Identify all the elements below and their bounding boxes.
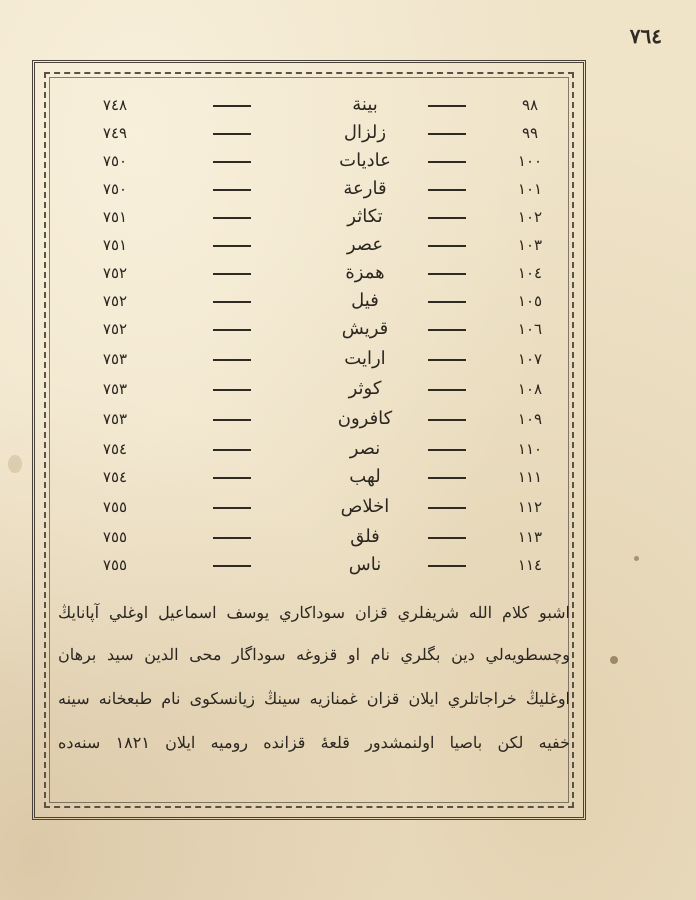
- surah-name: عاديات: [339, 150, 391, 171]
- page-ref: ٧٤٩: [102, 124, 128, 142]
- leader-dash: [213, 301, 251, 303]
- page-ref: ٧٥١: [102, 236, 128, 254]
- leader-dash: [428, 565, 466, 567]
- leader-dash: [213, 565, 251, 567]
- leader-dash: [213, 245, 251, 247]
- surah-number: ١٠٤: [517, 264, 543, 282]
- surah-number: ١٠١: [517, 180, 543, 198]
- page-ref: ٧٥٥: [102, 528, 128, 546]
- surah-name: كافرون: [337, 408, 393, 429]
- surah-number: ١٠٢: [517, 208, 543, 226]
- page-ref: ٧٥٤: [102, 468, 128, 486]
- page-ref: ٧٥٥: [102, 556, 128, 574]
- surah-name: همزة: [345, 262, 385, 283]
- toc-row: [60, 462, 570, 492]
- surah-name: قريش: [341, 318, 389, 339]
- page-ref: ٧٥٢: [102, 292, 128, 310]
- page-ref: ٧٥٣: [102, 410, 128, 428]
- leader-dash: [213, 537, 251, 539]
- surah-number: ١٠٦: [517, 320, 543, 338]
- paper-stain: [610, 656, 618, 664]
- surah-name: عصر: [346, 234, 384, 255]
- leader-dash: [213, 389, 251, 391]
- surah-number: ١٠٣: [517, 236, 543, 254]
- surah-number: ١٠٩: [517, 410, 543, 428]
- toc-row: [60, 202, 570, 232]
- surah-name: تكاثر: [347, 206, 383, 227]
- page-ref: ٧٤٨: [102, 96, 128, 114]
- toc-row: [60, 492, 570, 522]
- toc-row: [60, 550, 570, 580]
- leader-dash: [428, 537, 466, 539]
- leader-dash: [428, 217, 466, 219]
- leader-dash: [428, 389, 466, 391]
- toc-row: [60, 90, 570, 120]
- colophon-line: اشبو كلام الله شريفلري قزان سوداكاري يوسف اسماعيل اوغلي آپانايڭ: [58, 603, 570, 622]
- surah-name: ارايت: [344, 348, 386, 369]
- leader-dash: [428, 477, 466, 479]
- toc-row: [60, 374, 570, 404]
- surah-number: ١٠٨: [517, 380, 543, 398]
- surah-number: ٩٨: [521, 96, 539, 114]
- toc-row: [60, 314, 570, 344]
- surah-name: ناس: [348, 554, 382, 575]
- surah-number: ١١٣: [517, 528, 543, 546]
- colophon-line: اوغليڭ خراجاتلري ايلان قزان غمنازيه سينڭ زيانسكوى نام طبعخانه سينه: [58, 689, 570, 708]
- leader-dash: [428, 301, 466, 303]
- page-ref: ٧٥٥: [102, 498, 128, 516]
- surah-number: ١١٤: [517, 556, 543, 574]
- leader-dash: [213, 329, 251, 331]
- surah-number: ١٠٥: [517, 292, 543, 310]
- toc-row: [60, 230, 570, 260]
- leader-dash: [213, 105, 251, 107]
- leader-dash: [428, 133, 466, 135]
- leader-dash: [428, 507, 466, 509]
- leader-dash: [213, 189, 251, 191]
- surah-number: ١٠٠: [517, 152, 543, 170]
- page-ref: ٧٥١: [102, 208, 128, 226]
- leader-dash: [428, 419, 466, 421]
- surah-name: بينة: [352, 94, 378, 115]
- page-ref: ٧٥٣: [102, 350, 128, 368]
- leader-dash: [428, 189, 466, 191]
- page-ref: ٧٥٠: [102, 152, 128, 170]
- leader-dash: [213, 507, 251, 509]
- leader-dash: [428, 105, 466, 107]
- toc-row: [60, 286, 570, 316]
- leader-dash: [428, 359, 466, 361]
- page-ref: ٧٥٢: [102, 320, 128, 338]
- paper-stain: [8, 455, 22, 473]
- toc-row: [60, 404, 570, 434]
- toc-row: [60, 118, 570, 148]
- surah-number: ١٠٧: [517, 350, 543, 368]
- toc-row: [60, 258, 570, 288]
- leader-dash: [428, 245, 466, 247]
- leader-dash: [428, 449, 466, 451]
- leader-dash: [428, 329, 466, 331]
- surah-number: ١١٠: [517, 440, 543, 458]
- leader-dash: [213, 273, 251, 275]
- leader-dash: [213, 449, 251, 451]
- toc-row: [60, 522, 570, 552]
- paper-stain: [634, 556, 639, 561]
- leader-dash: [428, 273, 466, 275]
- toc-row: [60, 434, 570, 464]
- colophon-line: وچسطويه‌لي دين بگلري نام او قزوغه سوداگار محى الدين سيد برهان: [58, 645, 570, 664]
- surah-name: قارعة: [343, 178, 387, 199]
- surah-name: زلزال: [343, 122, 387, 143]
- leader-dash: [213, 217, 251, 219]
- leader-dash: [428, 161, 466, 163]
- surah-name: نصر: [349, 438, 381, 459]
- toc-row: [60, 344, 570, 374]
- page-ref: ٧٥٠: [102, 180, 128, 198]
- surah-name: لهب: [349, 466, 381, 487]
- page-ref: ٧٥٤: [102, 440, 128, 458]
- surah-number: ١١١: [517, 468, 543, 486]
- surah-name: اخلاص: [340, 496, 390, 517]
- surah-number: ١١٢: [517, 498, 543, 516]
- leader-dash: [213, 477, 251, 479]
- leader-dash: [213, 161, 251, 163]
- leader-dash: [213, 359, 251, 361]
- page-ref: ٧٥٢: [102, 264, 128, 282]
- page-ref: ٧٥٣: [102, 380, 128, 398]
- colophon-line: خفيه لكن باصيا اولنمشدور قلعهٔ قزانده روميه ايلان ١٨٢١ سنه‌ده: [58, 733, 571, 752]
- leader-dash: [213, 419, 251, 421]
- surah-number: ٩٩: [521, 124, 539, 142]
- surah-name: كوثر: [348, 378, 382, 399]
- toc-row: [60, 146, 570, 176]
- page-number: ٧٦٤: [629, 24, 662, 48]
- surah-name: فلق: [350, 526, 380, 547]
- toc-row: [60, 174, 570, 204]
- surah-name: فيل: [351, 290, 379, 311]
- leader-dash: [213, 133, 251, 135]
